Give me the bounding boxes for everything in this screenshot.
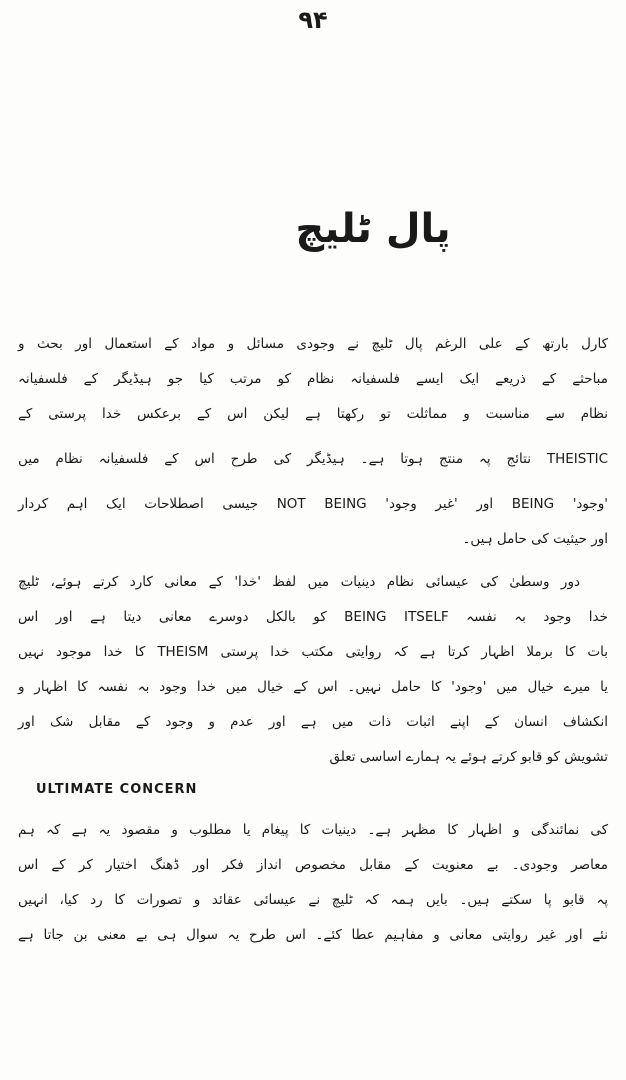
paragraph-2 [18,564,608,952]
english-term: ULTIMATE CONCERN [36,782,198,797]
text-line: نظام سے مناسبت و مماثلت تو رکھتا ہے لیکن اس کے برعکس خدا پرستی کے [18,406,608,422]
text-line: مباحثے کے ذریعے ایک ایسے فلسفیانہ نظام کو مرتب کیا جو ہیڈیگر کے فلسفیانہ [18,371,608,387]
chapter-title: پال ٹلیچ [295,206,451,252]
text-line: معاصر وجودی۔ بے معنویت کے مقابل مخصوص انداز فکر اور ڈھنگ اختیار کر کے اس [18,857,608,873]
text-line: انکشاف انسان کے اپنے اثبات ذات میں ہے اور عدم و وجود کے مقابل شک اور [18,714,608,730]
text-line: بات کا برملا اظہار کرتا ہے کہ روایتی مکتب خدا پرستی THEISM کا خدا موجود نہیں [18,644,608,660]
page-number: ۹۴ [298,6,328,34]
paragraph-1 [18,326,608,556]
text-line: 'وجود' BEING اور 'غیر وجود' NOT BEING جیسی اصطلاحات ایک اہم کردار [18,496,608,512]
text-line: کارل بارتھ کے علی الرغم پال ٹلیچ نے وجودی مسائل و مواد کے استعمال اور بحث و [18,336,608,352]
text-line: نئے اور غیر روایتی معانی و مفاہیم عطا کئے۔ اس طرح یہ سوال ہی بے معنی بن جاتا ہے [18,927,608,943]
text-line: خدا وجود بہ نفسہ BEING ITSELF کو بالکل دوسرے معانی دیتا ہے اور اس [18,609,608,625]
text-line: تشویش کو قابو کرتے ہوئے یہ ہمارے اساسی تعلق [329,749,608,765]
text-line: THEISTIC نتائج پہ منتج ہوتا ہے۔ ہیڈیگر کی طرح اس کے فلسفیانہ نظام میں [18,451,608,467]
text-line: کی نمائندگی و اظہار کا مظہر ہے۔ دینیات کا پیغام یا مطلوب و مقصود یہ ہے کہ ہم [18,822,608,838]
text-line: اور حیثیت کی حامل ہیں۔ [462,531,608,547]
text-line: پہ قابو پا سکتے ہیں۔ بایں ہمہ کہ ٹلیچ نے عیسائی عقائد و تصورات کا رد کیا، انہیں [18,892,608,908]
text-line: یا میرے خیال میں 'وجود' کا حامل نہیں۔ اس کے خیال میں خدا وجود بہ نفسہ کا اظہار و [18,679,608,695]
text-line: دور وسطیٰ کی عیسائی نظام دینیات میں لفظ 'خدا' کے معانی کارد کرتے ہوئے، ٹلیچ [18,574,580,590]
